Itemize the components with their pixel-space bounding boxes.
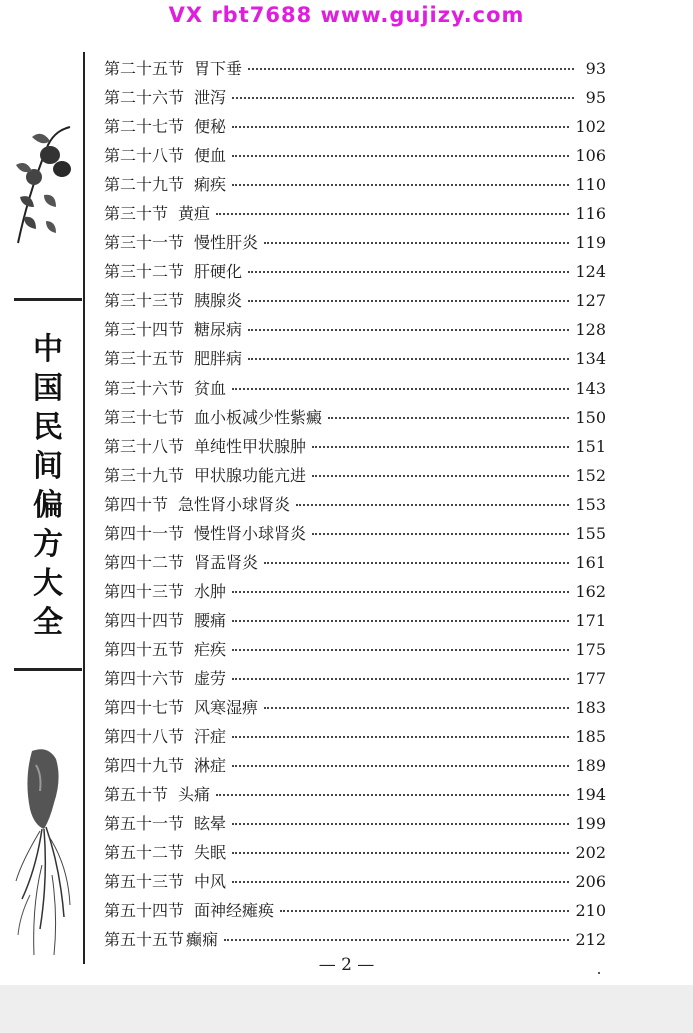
toc-page-number: 106 [575,146,606,166]
toc-entry-title: 慢性肝炎 [194,233,259,253]
toc-page-number: 206 [575,872,606,892]
toc-section-number: 第四十八节 [104,727,185,747]
toc-dot-leader [248,340,569,360]
toc-page-number: 152 [575,465,606,485]
toc-section-number: 第三十三节 [104,291,185,311]
toc-section-number: 第四十七节 [104,698,185,718]
toc-section-number: 第五十五节 [104,930,185,950]
toc-dot-leader [264,544,569,564]
toc-dot-leader [224,921,569,941]
toc-dot-leader [264,689,569,709]
toc-dot-leader [232,573,569,593]
toc-page-number: 155 [575,523,606,543]
toc-dot-leader [232,863,569,883]
fruit-branch-illustration [10,125,76,250]
toc-section-number: 第三十二节 [104,262,185,282]
toc-section-number: 第五十节 [104,785,169,805]
toc-entry-title: 中风 [194,872,227,892]
toc-page-number: 102 [575,117,606,137]
toc-section-number: 第四十节 [104,494,169,514]
ginseng-root-illustration [12,745,76,960]
toc-dot-leader [232,137,569,157]
toc-entry-title: 单纯性甲状腺肿 [194,436,307,456]
toc-section-number: 第四十四节 [104,610,185,630]
toc-section-number: 第五十一节 [104,814,185,834]
toc-dot-leader [296,486,569,506]
toc-dot-leader [232,805,569,825]
toc-section-number: 第四十一节 [104,523,185,543]
toc-entry-title: 胃下垂 [194,59,243,78]
toc-entry-title: 慢性肾小球肾炎 [194,523,307,543]
toc-entry-title: 汗症 [194,727,227,747]
toc-page-number: 202 [575,843,606,863]
toc-page-number: 110 [575,175,606,195]
toc-entry-title: 便血 [194,146,227,166]
toc-section-number: 第三十五节 [104,349,185,369]
toc-entry-title: 肥胖病 [194,349,243,369]
toc-page-number: 150 [575,407,606,427]
toc-page-number: 116 [575,204,606,224]
toc-page-number: 175 [575,639,606,659]
toc-dot-leader [248,282,569,302]
toc-dot-leader [328,399,569,419]
toc-dot-leader [232,370,569,390]
toc-dot-leader [232,718,569,738]
toc-dot-leader [232,631,569,651]
book-title-char: 偏 [33,488,63,523]
toc-page-number: 177 [575,668,606,688]
toc-page-number: 151 [575,436,606,456]
toc-section-number: 第三十八节 [104,436,185,456]
toc-dot-leader [232,602,569,622]
toc-page-number: 199 [575,814,606,834]
toc-section-number: 第四十九节 [104,756,185,776]
toc-dot-leader [216,776,569,796]
toc-section-number: 第五十四节 [104,901,185,921]
toc-dot-leader [312,428,569,448]
toc-entry-title: 肝硬化 [194,262,243,282]
page-number: — 2 — [318,955,375,975]
toc-section-number: 第三十七节 [104,407,185,427]
toc-section-number: 第二十五节 [104,59,185,78]
toc-entry-title: 便秘 [194,117,227,137]
toc-entry-title: 痢疾 [194,175,227,195]
toc-entry-title: 胰腺炎 [194,291,243,311]
toc-page-number: 189 [575,756,606,776]
toc-entry-title: 癫痫 [186,930,219,950]
toc-entry-title: 面神经瘫痪 [194,901,275,921]
toc-dot-leader [280,892,569,912]
toc-dot-leader [232,747,569,767]
toc-page-number: 161 [575,552,606,572]
title-bottom-rule [14,668,82,671]
toc-page-number: 95 [585,88,606,108]
toc-entry-title: 水肿 [194,581,227,601]
toc-section-number: 第二十七节 [104,117,185,137]
toc-page-number: 93 [585,59,606,78]
toc-dot-leader [216,195,569,215]
toc-dot-leader [232,834,569,854]
toc-entry-title: 甲状腺功能亢进 [194,465,307,485]
toc-section-number: 第三十九节 [104,465,185,485]
toc-dot-leader [232,108,569,128]
toc-page-number: 134 [575,349,606,369]
toc-section-number: 第三十四节 [104,320,185,340]
title-top-rule [14,298,82,301]
toc-dot-leader [248,253,569,273]
toc-entry-title: 淋症 [194,756,227,776]
toc-section-number: 第五十三节 [104,872,185,892]
toc-page-number: 124 [575,262,606,282]
book-title-vertical [14,330,82,642]
toc-page-number: 185 [575,727,606,747]
toc-section-number: 第二十八节 [104,146,185,166]
toc-entry-title: 贫血 [194,378,227,398]
toc-section-number: 第四十三节 [104,581,185,601]
toc-entry-title: 腰痛 [194,610,227,630]
toc-section-number: 第五十二节 [104,843,185,863]
book-title-char: 国 [33,371,63,406]
toc-section-number: 第三十六节 [104,378,185,398]
toc-page-number: 143 [575,378,606,398]
toc-dot-leader [312,457,569,477]
book-title-char: 全 [33,605,63,640]
toc-page-number: 162 [575,581,606,601]
toc-section-number: 第三十一节 [104,233,185,253]
toc-section-number: 第四十二节 [104,552,185,572]
toc-dot-leader [312,515,569,535]
toc-section-number: 第二十九节 [104,175,185,195]
toc-entry-title: 疟疾 [194,639,227,659]
toc-section-number: 第二十六节 [104,88,185,108]
toc-section-number: 第三十节 [104,204,169,224]
book-title-char: 间 [33,449,63,484]
toc-entry-title: 肾盂肾炎 [194,552,259,572]
book-title-char: 中 [33,332,63,367]
bottom-gray-band [0,985,693,1033]
toc-entry-title: 急性肾小球肾炎 [178,494,291,514]
toc-entry-title: 虚劳 [194,668,227,688]
toc-page-number: 183 [575,698,606,718]
toc-section-number: 第四十五节 [104,639,185,659]
toc-dot-leader [264,224,569,244]
toc-entry-title: 黄疸 [178,204,211,224]
toc-dot-leader [232,660,569,680]
book-title-char: 方 [33,527,63,562]
toc-page-number: 210 [575,901,606,921]
book-title-char: 大 [33,566,63,601]
toc-page-number: 194 [575,785,606,805]
toc-entry-title: 血小板减少性紫癜 [194,407,323,427]
toc-page-number: 119 [575,233,606,253]
watermark-text: VX rbt7688 www.gujizy.com [168,3,525,27]
toc-dot-leader [232,166,569,186]
left-border-line [83,52,85,964]
toc-section-number: 第四十六节 [104,668,185,688]
toc-page-number: 127 [575,291,606,311]
toc-page-number: 171 [575,610,606,630]
left-decor-panel [0,0,84,1033]
toc-dot-leader [248,50,574,70]
toc-row [104,925,606,954]
toc-page-number: 153 [575,494,606,514]
toc-entry-title: 泄泻 [194,88,227,108]
toc-dot-leader [248,311,569,331]
toc-entry-title: 失眠 [194,843,227,863]
table-of-contents [104,54,606,954]
toc-dot-leader [232,79,574,99]
toc-entry-title: 糖尿病 [194,320,243,340]
book-title-char: 民 [33,410,63,445]
toc-entry-title: 头痛 [178,785,211,805]
toc-entry-title: 风寒湿痹 [194,698,259,718]
toc-page-number: 212 [575,930,606,950]
toc-entry-title: 眩晕 [194,814,227,834]
toc-page-number: 128 [575,320,606,340]
